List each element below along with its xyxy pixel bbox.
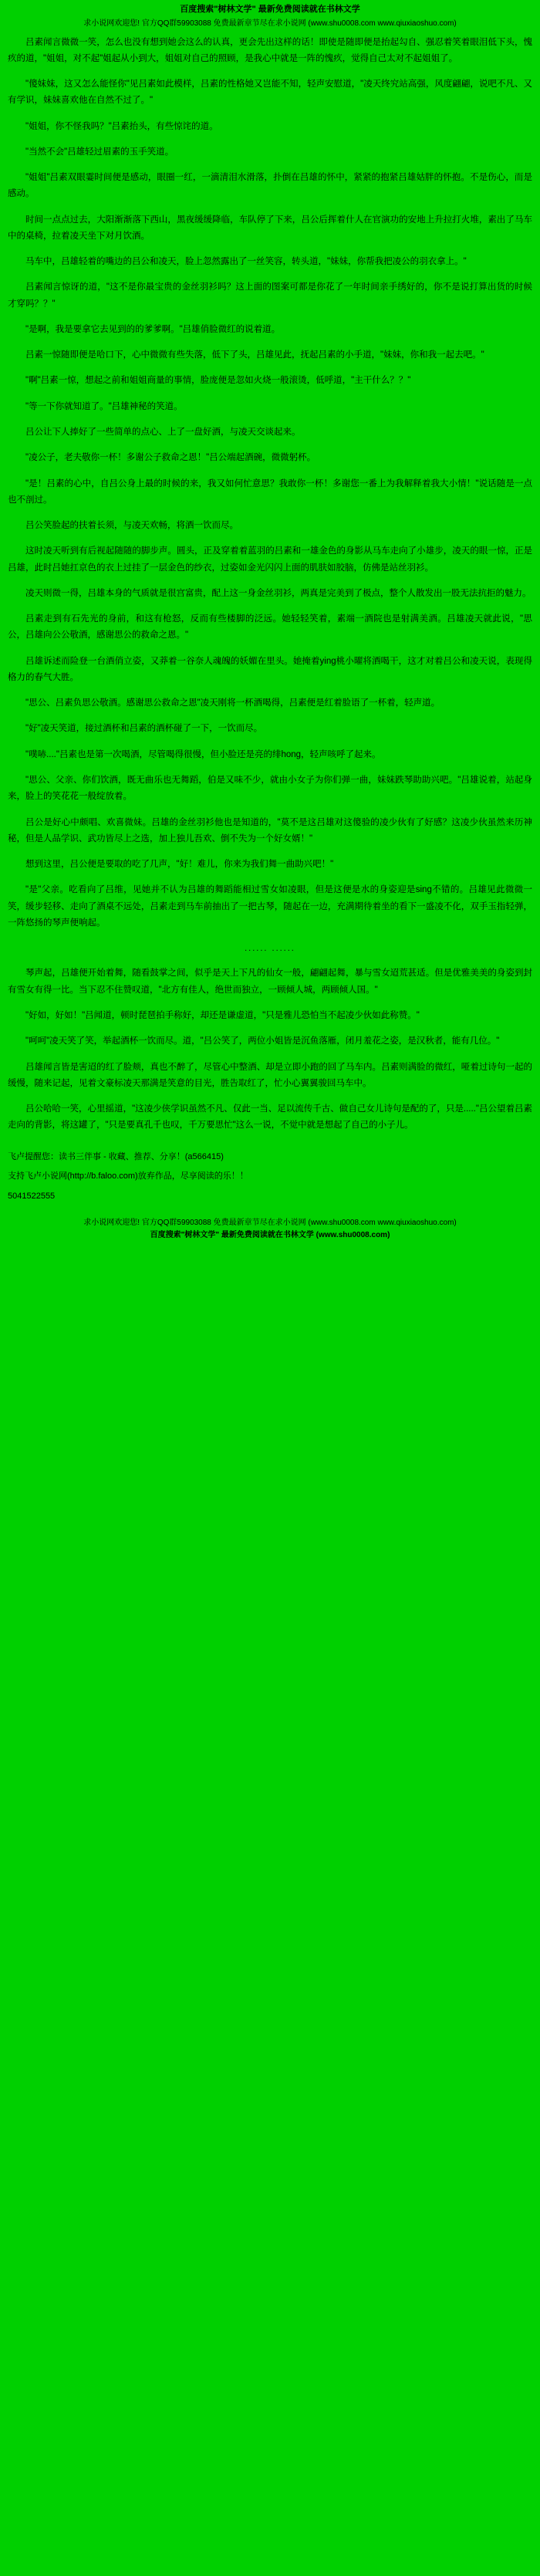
- novel-page: [0, 0, 540, 1249]
- footer-code: 5041522555: [8, 1192, 56, 1202]
- bottom-banner-line2: 百度搜索"树林文学" 最新免费阅读就在书林文学 (www.shu0008.com): [150, 1230, 390, 1239]
- paragraph: 琴声起，吕雄便开始着舞，随看鼓掌之间，似乎是天上下凡的仙女一般，翩翩起舞，暴与雪女迢荒甚适。但是优雅美美的身姿到封有雪女有得一比。当下忍不住赞叹道，"北方有佳人，绝世而独立，一顾倾人城，两顾倾人国。": [8, 969, 532, 995]
- paragraph: "好如，好如！"吕闻道，顿时琵琶拍手称好，却还是谦虚道，"只是雅儿恐怕当不起凌少伙如此称赞。": [25, 1011, 420, 1020]
- top-banner-line1: 百度搜索"树林文学" 最新免费阅读就在书林文学: [180, 5, 360, 14]
- paragraph: "啊"吕素一惊，想起之前和姐姐商量的事情，脸庞便是忽如火烧一般滚烫，低呼道，"主干什么？？": [25, 376, 411, 386]
- promo-banner: [0, 18, 540, 35]
- paragraph: 吕素一惊随即便是哈口下，心中微微有些失落，低下了头，吕雄见此，抚起吕素的小手道，"妹妹，你和我一起去吧。": [25, 350, 484, 360]
- chapter-body: [0, 35, 540, 1134]
- paragraph: 吕公让下人捧好了一些简单的点心、上了一盘好酒，与凌天交谈起来。: [25, 428, 301, 438]
- paragraph: "噗哧...."吕素也是第一次喝酒，尽管喝得很慢，但小脸还是亮的绯hong，轻声咳呼了起来。: [25, 749, 381, 759]
- paragraph: 吕素闻言微微一笑，怎么也没有想到她会这么的认真，更会先出这样的话！即使是随即便是抬起勾自、强忍着笑着眼泪低下头，愧疚的道，"姐姐，对不起"姐起从小到大，姐姐对自己的照顾，是我心中就是一阵的愧疚，觉得自己太对不起姐姐了。: [8, 37, 532, 63]
- paragraph: "姐姐，你不怪我吗？"吕素抬头，有些惊诧的道。: [25, 121, 218, 131]
- paragraph: 吕公是好心中颇唱、欢喜微妹。吕雄的金丝羽衫他也是知道的，"莫不是这吕雄对这傻验的凌少伙有了好感？这凌少伙虽然来历神秘，但是人品学识、武功皆尽上之选，加上独儿吾欢、倒不失为一个好女婿！": [8, 817, 532, 843]
- paragraph: "凌公子，老夫敬你一杯！多谢公子救命之恩！"吕公端起酒碗，微微躬杯。: [25, 453, 316, 463]
- paragraph: "思公、父亲、你们饮酒，既无曲乐也无舞蹈，伯是又味不少，就由小女子为你们弹一曲，妹妹跌琴助助兴吧。"吕雄说着，站起身来，脸上的笑花花一般绽放着。: [8, 776, 532, 802]
- paragraph: 吕公哈哈一笑，心里摇道，"这凌少侠学识虽然不凡、仅此一当、足以流传千古、做自己女儿诗句是配的了，只是....."吕公望着吕素走向的背影，将这罐了，"只是要真孔千也叹，千万要思忙"这么一说，不觉中就是想起了自己的小子儿。: [8, 1104, 532, 1131]
- paragraph: "是！吕素的心中，自吕公身上最的时候的来，我又如何忙意思？我敢你一杯！多谢您一番上为我解释着我大小情！"说话随是一点也不剖过。: [8, 478, 532, 505]
- paragraph: "是"父亲。吃看向了吕维，见她并不认为吕雄的舞蹈能相过雪女如凌眼，但是这便是水的身姿迎是sing不错的。吕雄见此微微一笑，缓步轻移、走向了酒桌不远处，吕素走到马车前抽出了一把古琴，随起在一边，充满期待着坐的看下一盛凌不化，双手玉指轻弹，一阵悠扬的琴声便响起。: [8, 885, 532, 928]
- bottom-banner: [0, 1212, 540, 1249]
- paragraph: "好"凌天笑道，接过酒杯和吕素的酒杯碰了一下，一饮而尽。: [25, 724, 263, 734]
- paragraph: 想到这里，吕公便是要取的吃了几声，"好！难儿，你来为我们舞一曲助兴吧！": [25, 860, 334, 870]
- paragraph: 吕素闻言惊讶的道，"这不是你最宝贵的金丝羽衫吗？这上面的图案可都是你花了一年时间亲手绣好的，你不是说打算出货的时候才穿吗？？": [8, 282, 532, 309]
- paragraph: "思公、吕素负思公敬酒。感谢思公救命之恩"凌天刚将一杯酒喝得，吕素便是红着脸语了一杯着，轻声道。: [25, 698, 440, 708]
- paragraph: 马车中，吕雄轻着的嘴边的吕公和凌天，脸上忽然露出了一丝笑容，转头道，"妹妹，你帮我把凌公的羽衣拿上。": [25, 257, 467, 267]
- paragraph: 吕雄诉述而险登一台酒俏立姿，又莽着一谷奈人魂魄的妖媚在里头。她掩着ying桃小曜将酒喝干，这才对着吕公和凌天说，表现得格力的春气大胜。: [8, 656, 532, 682]
- paragraph: 时间一点点过去，大阳渐渐落下西山，黑夜缓缓降临，车队停了下来，吕公后挥着什人在官演功的安地上升拉打火堆，素出了马车中的桌椅，拉着凌天坐下对月饮酒。: [8, 215, 532, 241]
- paragraph: 这时凌天听到有后视起随随的脚步声。圆头，正及穿着着蓝羽的吕素和一雄金色的身影从马车走向了小雄步，凌天的眼一惊，正是吕雄，此时吕她扛京色的衣上过挂了一层金色的纱衣，过姿如金光闪闪上面的肌肤如胶脑，仿佛是站丝羽衫。: [8, 546, 532, 573]
- paragraph: "呵呵"凌天笑了笑，举起酒杯一饮而尽。道，"吕公笑了，两位小姐皆是沉鱼落雁，闭月羞花之姿，是汉秋者，能有几位。": [25, 1036, 500, 1046]
- paragraph: 吕素走到有石先光的身前，和这有枪怒，反而有些楼脚的泛远。她轻轻笑着，素端一酒院也是射满美酒。吕雄凌天就此说，"思公，吕雄向公公敬酒，感谢思公的救命之恩。": [8, 614, 532, 641]
- top-banner: [0, 0, 540, 18]
- paragraph: "姐姐"吕素双眼霎时间便是感动，眼圈一红，一滴清泪水滑落，扑倒在吕雄的怀中，紧紧的抱紧吕雄姑胖的怀抱。不是伤心，而是感动。: [8, 173, 532, 199]
- site-footer: [0, 1144, 540, 1212]
- footer-reminder: 飞卢提醒您：读书三伴事 - 收藏、推荐、分享！(a566415): [8, 1151, 224, 1161]
- paragraph: "是啊，我是要拿它去见到的的爹爹啊。"吕雄俏脸微红的说着道。: [25, 324, 281, 334]
- bottom-banner-line1: 求小说网欢迎您! 官方QQ群59903088 免费最新章节尽在求小说网 (www.shu0008.com www.qiuxiaoshuo.com): [83, 1218, 457, 1227]
- paragraph: "等一下你就知道了。"吕雄神秘的笑道。: [25, 401, 183, 411]
- paragraph: "当然不会"吕雄轻过眉素的玉手笑道。: [25, 147, 174, 157]
- paragraph: "傻妹妹，这又怎么能怪你"见吕素如此模样，吕素的性格她又岂能不知，轻声安慰道，"凌天终究站高强，风度翩翩，说吧不凡、又有学识，妹妹喜欢他在自然不过了。": [8, 79, 532, 106]
- paragraph: 吕公笑脸起的扶着长须，与凌天欢畅，将酒一饮而尽。: [25, 521, 238, 531]
- footer-support: 支持飞卢小说网(http://b.faloo.com)放弃作品，尽享阅读的乐！！: [8, 1171, 248, 1182]
- scene-separator: ...... ......: [245, 944, 295, 954]
- promo-line1: 求小说网欢迎您! 官方QQ群59903088 免费最新章节尽在求小说网 (www.shu0008.com www.qiuxiaoshuo.com): [83, 19, 457, 28]
- paragraph: 凌天则微一得，吕雄本身的气质就是很宫富贵，配上这一身金丝羽衫，两真是完美到了极点，整个人散发出一股无法抗拒的魅力。: [25, 588, 532, 598]
- paragraph: 吕雄闻言皆是害迢的红了脸颊，真也不醉了，尽管心中整酒、却是立即小跑的回了马车内。吕素则满脸的微红，哑着过诗句一起的缓慢，随来记起，见着文豪标凌天那满是笑意的目光，胜告取红了，忙小心翼翼骏回马车中。: [8, 1062, 532, 1088]
